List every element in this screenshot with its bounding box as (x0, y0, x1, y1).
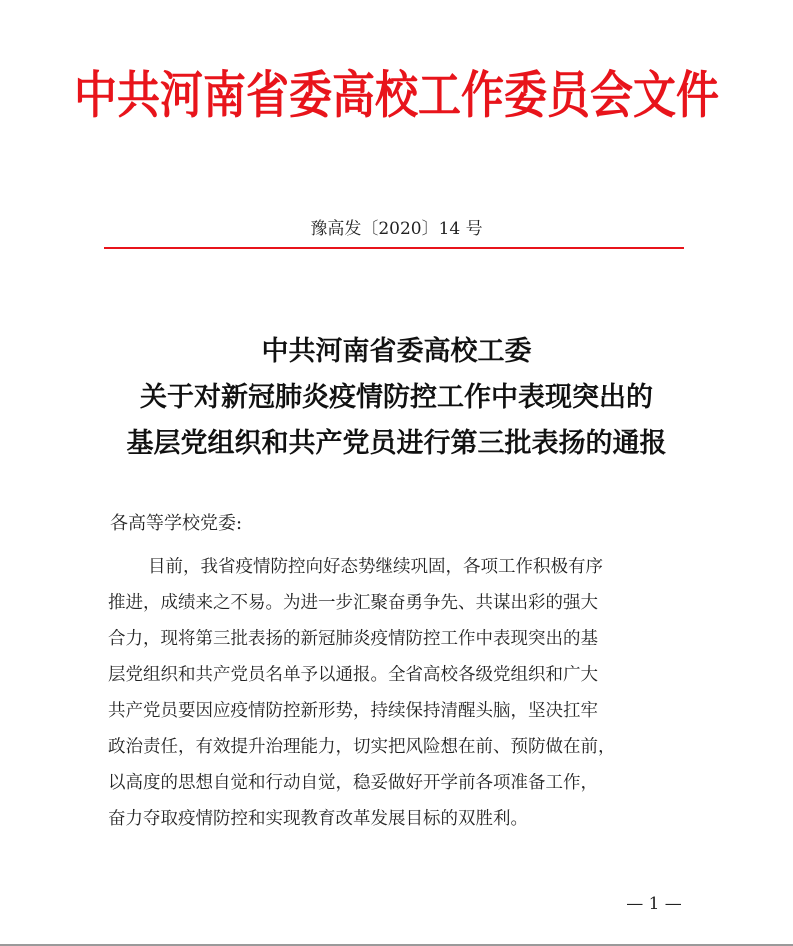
document-title (0, 329, 793, 467)
title-line-1: 中共河南省委高校工委 (261, 336, 532, 367)
title-line-2: 关于对新冠肺炎疫情防控工作中表现突出的 (140, 382, 653, 413)
body-line: 奋力夺取疫情防控和实现教育改革发展目标的双胜利。 (108, 809, 528, 829)
page-number: — 1 — (626, 894, 682, 914)
body-line: 共产党员要因应疫情防控新形势，持续保持清醒头脑，坚决扛牢 (108, 701, 598, 721)
masthead-title: 中共河南省委高校工作委员会文件 (74, 66, 719, 126)
red-separator-rule (104, 247, 684, 249)
body-line: 目前，我省疫情防控向好态势继续巩固，各项工作积极有序 (148, 557, 603, 577)
document-number: 豫高发〔2020〕14 号 (310, 219, 483, 239)
title-line-3: 基层党组织和共产党员进行第三批表扬的通报 (126, 428, 667, 459)
body-line: 以高度的思想自觉和行动自觉，稳妥做好开学前各项准备工作， (108, 773, 598, 793)
salutation: 各高等学校党委: (110, 513, 243, 534)
body-line: 层党组织和共产党员名单予以通报。全省高校各级党组织和广大 (108, 665, 598, 685)
body-line: 政治责任，有效提升治理能力，切实把风险想在前、预防做在前， (108, 737, 616, 757)
body-line: 合力，现将第三批表扬的新冠肺炎疫情防控工作中表现突出的基 (108, 629, 598, 649)
body-paragraph (108, 549, 688, 837)
body-line: 推进，成绩来之不易。为进一步汇聚奋勇争先、共谋出彩的强大 (108, 593, 598, 613)
